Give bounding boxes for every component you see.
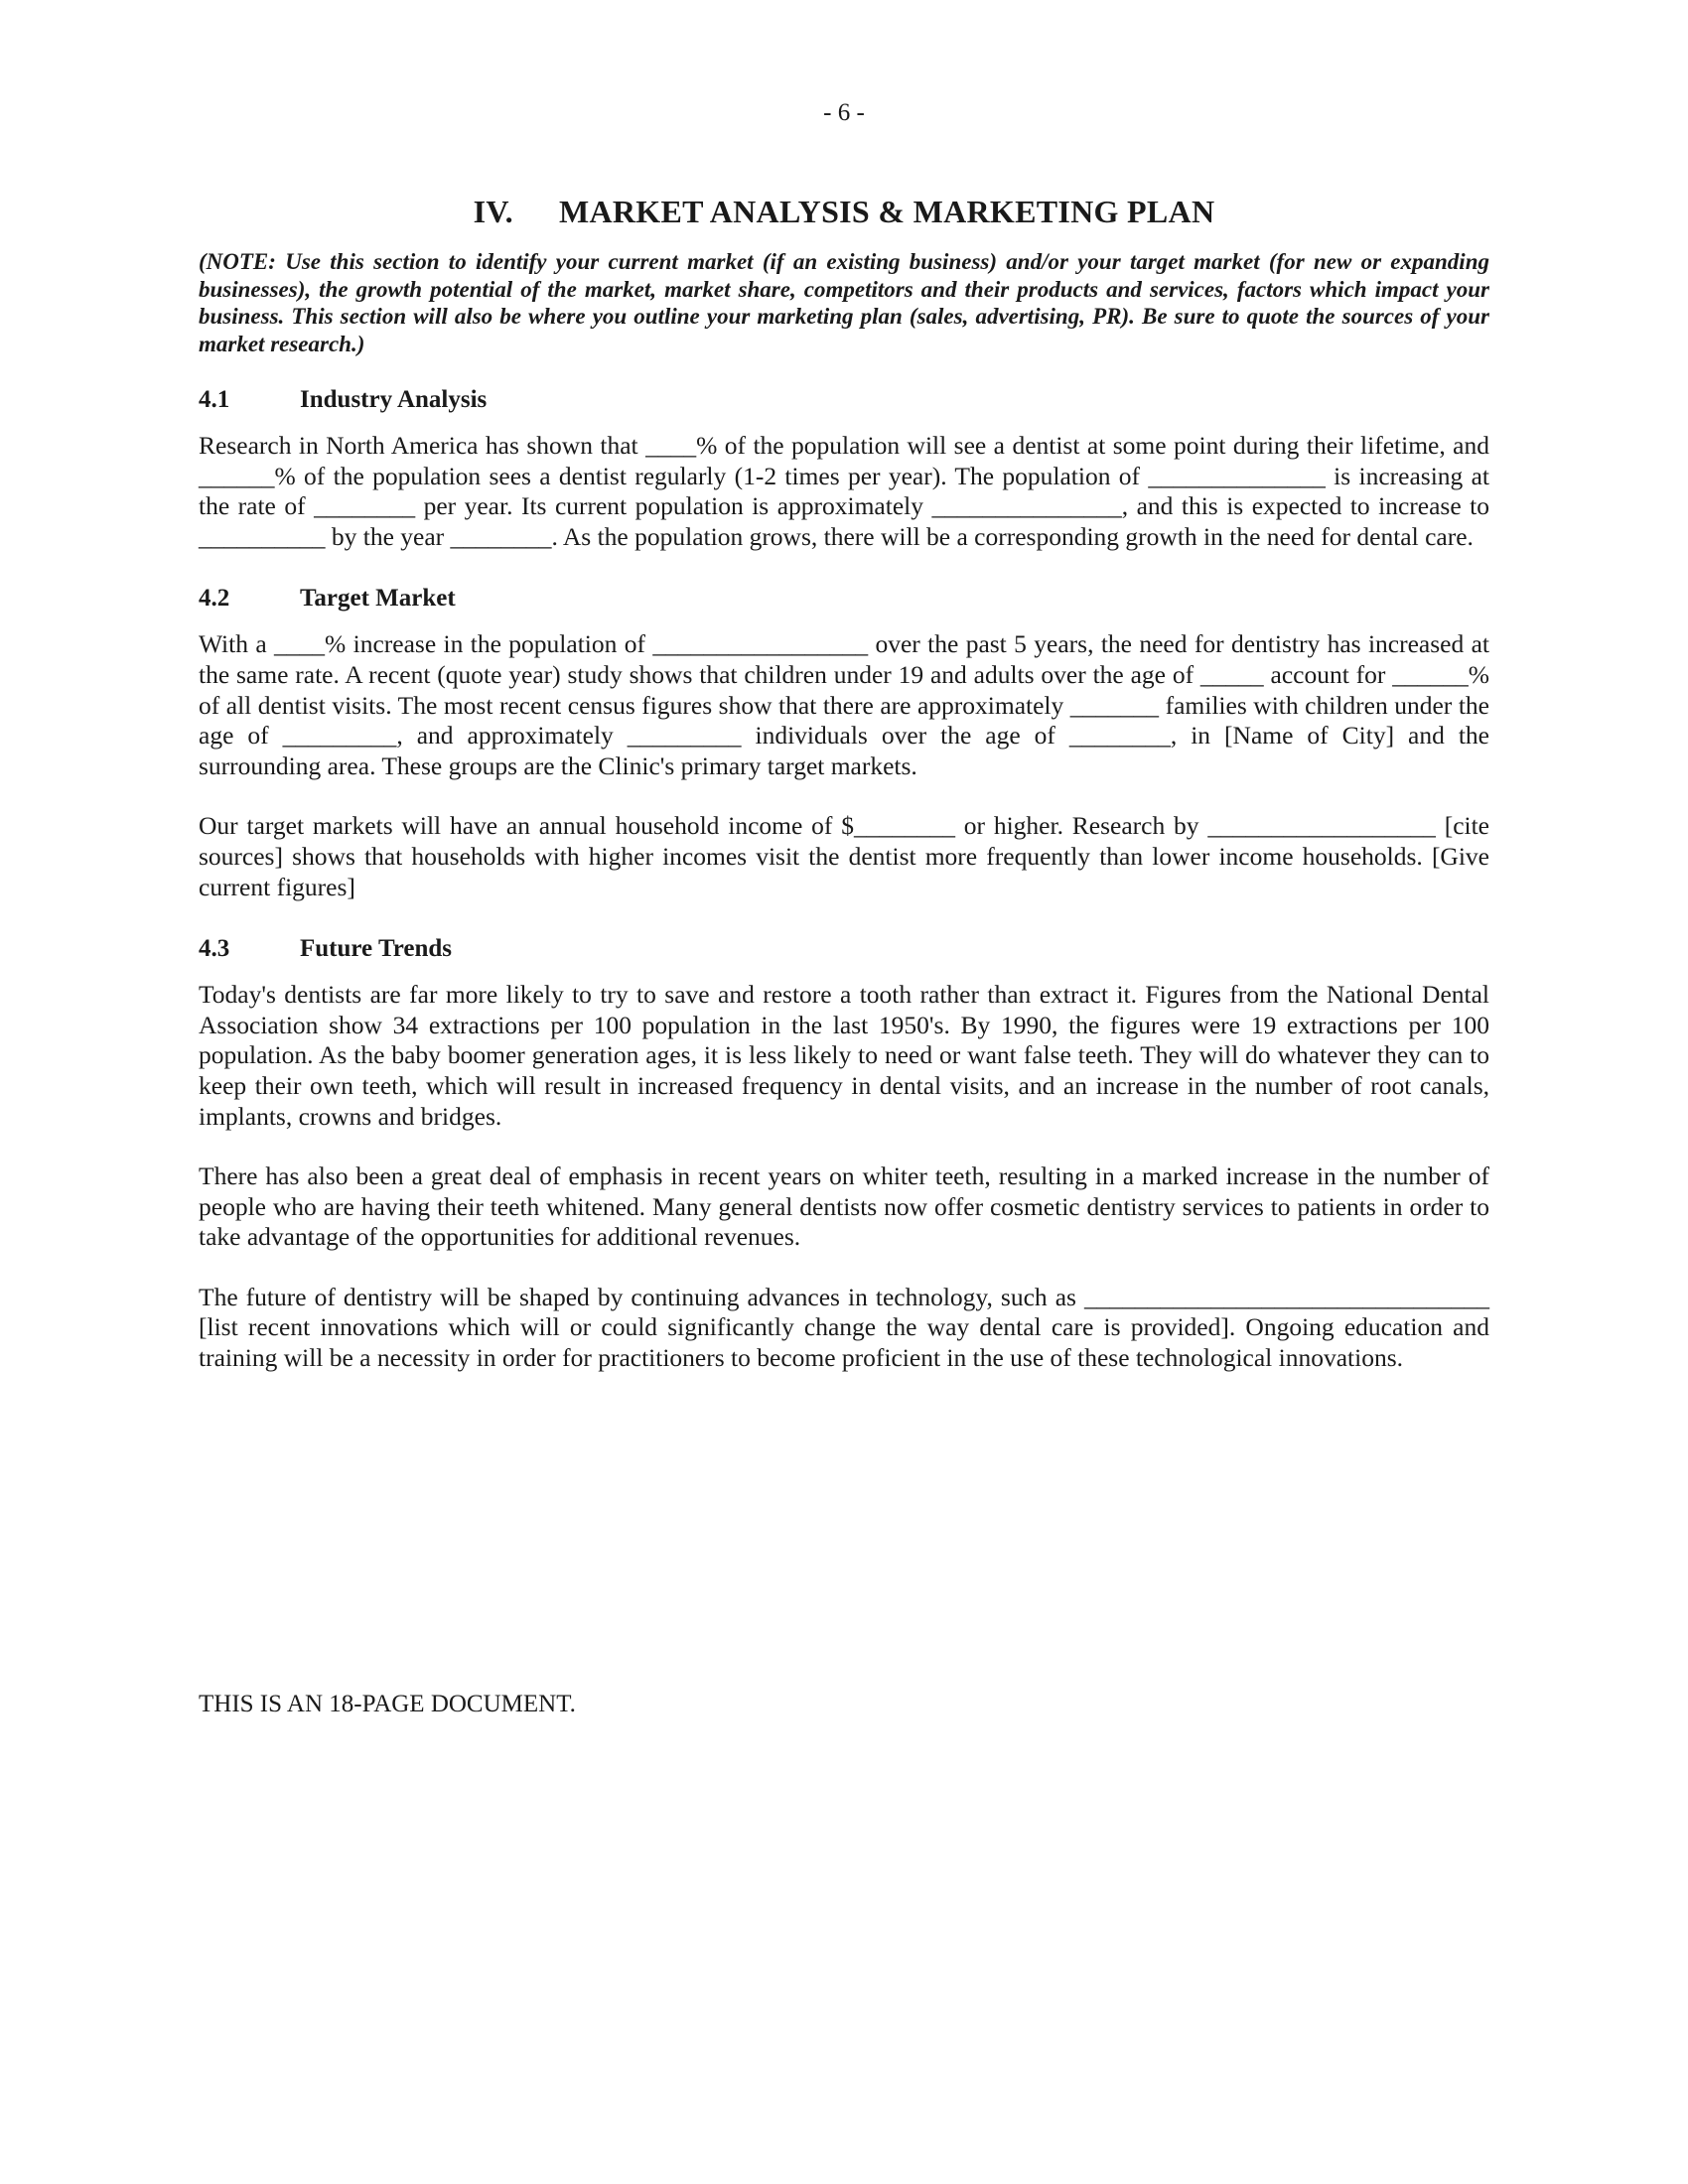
paragraph-target-market-1: With a ____% increase in the population of _________________ over the past 5 years, the need for dentistry has increased at the same rate. A recent (quote year) study shows that children under 19 and adults over the age of _____ account for ______% of all dentist visits. The most recent census figures show that there are approximately _______ families with children under the age of _________, and approximately _________ individuals over the age of ________, in [Name of City] and the surrounding area. These groups are the Clinic's primary target markets. [199, 629, 1489, 780]
section-roman-numeral: IV. [473, 194, 513, 229]
page-number: - 6 - [823, 99, 865, 126]
section-title [199, 194, 1489, 230]
subsection-number: 4.2 [199, 585, 230, 613]
subsection-number: 4.1 [199, 386, 230, 413]
subsection-title: Future Trends [300, 935, 453, 963]
paragraph-future-trends-3: The future of dentistry will be shaped by continuing advances in technology, such as ________________________________ [list recent innovations which will or could significantly change the way dental care is provided]. Ongoing education and training will be a necessity in order for practitioners to become proficient in the use of these technological innovations. [199, 1282, 1489, 1373]
paragraph-future-trends-2: There has also been a great deal of emphasis in recent years on whiter teeth, resulting in a marked increase in the number of people who are having their teeth whitened. Many general dentists now offer cosmetic dentistry services to patients in order to take advantage of the opportunities for additional revenues. [199, 1161, 1489, 1252]
subsection-title: Industry Analysis [300, 386, 488, 413]
subsection-heading-industry-analysis [199, 383, 1489, 417]
section-title-text: MARKET ANALYSIS & MARKETING PLAN [558, 194, 1215, 229]
paragraph-future-trends-1: Today's dentists are far more likely to try to save and restore a tooth rather than extract it. Figures from the National Dental Association show 34 extractions per 100 population in the last 1950's. By 1990, the figures were 19 extractions per 100 population. As the baby boomer generation ages, it is less likely to need or want false teeth. They will do whatever they can to keep their own teeth, which will result in increased frequency in dental visits, and an increase in the number of root canals, implants, crowns and bridges. [199, 980, 1489, 1131]
page-content [199, 194, 1489, 1404]
paragraph-industry-analysis: Research in North America has shown that ____% of the population will see a dentist at some point during their lifetime, and ______% of the population sees a dentist regularly (1-2 times per year). The population of ______________ is increasing at the rate of ________ per year. Its current population is approximately _______________, and this is expected to increase to __________ by the year ________. As the population grows, there will be a corresponding growth in the need for dental care. [199, 431, 1489, 551]
subsection-heading-future-trends [199, 932, 1489, 966]
subsection-number: 4.3 [199, 935, 230, 963]
paragraph-target-market-2: Our target markets will have an annual household income of $________ or higher. Research by __________________ [cite sources] shows that households with higher incomes visit the dentist more frequently than lower income households. [Give current figures] [199, 811, 1489, 901]
instruction-note: (NOTE: Use this section to identify your current market (if an existing business) and/or your target market (for new or expanding businesses), the growth potential of the market, market share, competitors and their products and services, factors which impact your business. This section will also be where you outline your marketing plan (sales, advertising, PR). Be sure to quote the sources of your market research.) [199, 249, 1489, 356]
subsection-heading-target-market [199, 582, 1489, 615]
document-length-note: THIS IS AN 18-PAGE DOCUMENT. [199, 1691, 576, 1717]
subsection-title: Target Market [300, 585, 456, 613]
